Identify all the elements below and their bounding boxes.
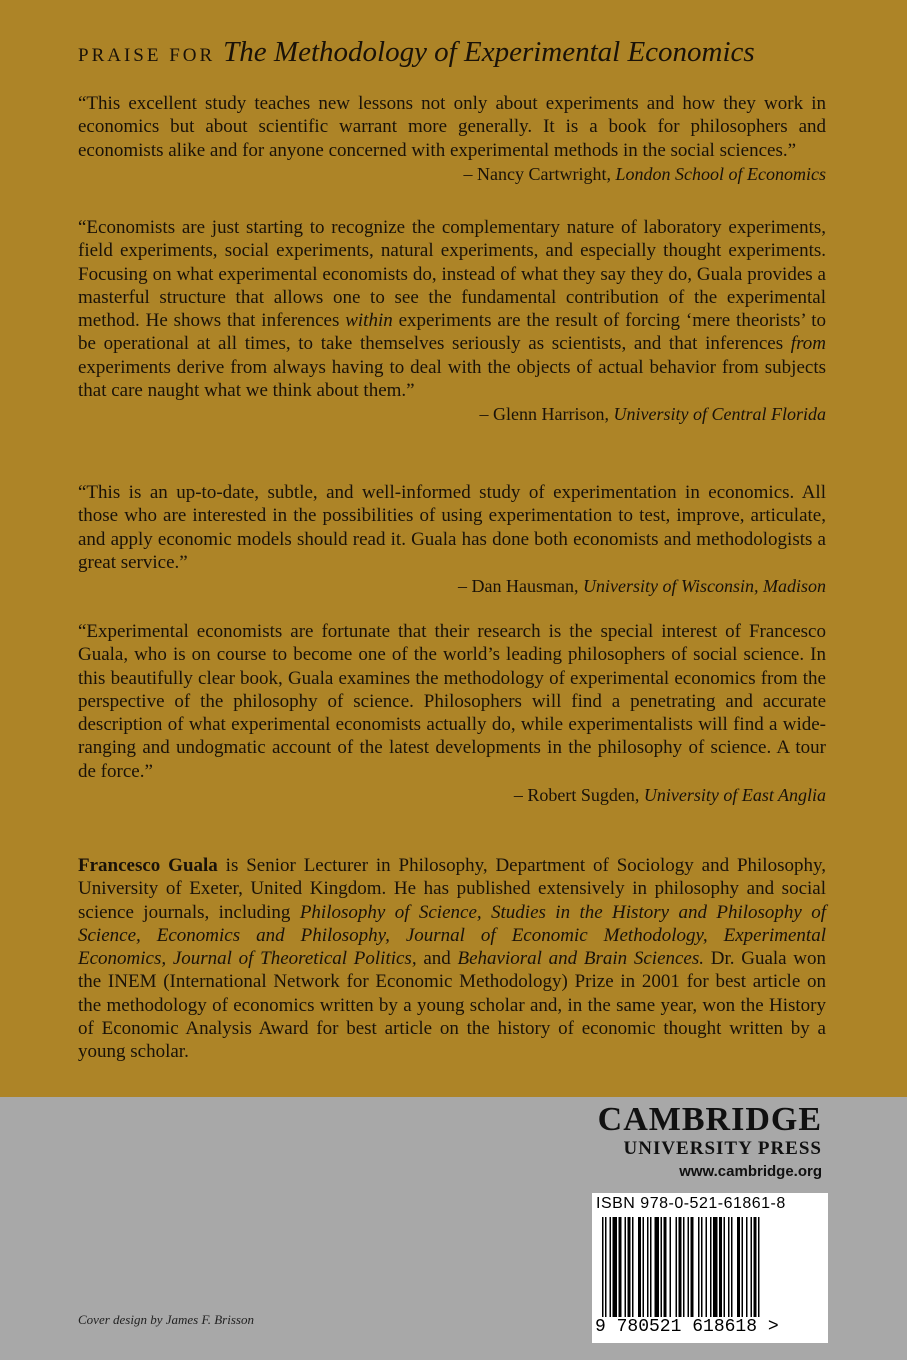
barcode-stripe: [670, 1217, 672, 1325]
bio-text: is Senior Lecturer in Philosophy, Department of Sociology and Philosophy, University of Exeter, United Kingdom. He has published extensively in philosophy and social science journals, including: [78, 855, 826, 923]
barcode-stripe: [688, 1217, 690, 1325]
barcode-stripe: [706, 1217, 708, 1325]
quote-affiliation: University of Wisconsin, Madison: [583, 576, 826, 597]
barcode: [592, 1193, 828, 1343]
barcode-stripe: [664, 1217, 667, 1325]
barcode-stripe: [625, 1217, 627, 1325]
praise-heading: [78, 36, 838, 69]
publisher-name: CAMBRIDGE: [597, 1101, 822, 1138]
quote-author: – Glenn Harrison,: [479, 404, 610, 425]
quote-emphasis: within: [345, 310, 393, 332]
barcode-stripe: [643, 1217, 645, 1325]
barcode-stripe: [661, 1217, 663, 1325]
quote-harrison: [78, 216, 826, 426]
quote-sugden: [78, 620, 826, 807]
bio-last-journal: Behavioral and Brain Sciences.: [457, 948, 705, 970]
barcode-stripe: [754, 1217, 757, 1325]
quote-text: “Economists are just starting to recognize the complementary nature of laboratory experiments, field experiments, social experiments, natural experiments, and especially thought experiments. Focusing on what experimental economists do, instead of what they say they do, Guala provides a masterful structure that allows one to see the fundamental contribution of the experimental method. He shows that inferences: [78, 217, 826, 332]
quote-attribution: [78, 162, 826, 186]
barcode-stripe: [632, 1217, 634, 1325]
cover-credit: Cover design by James F. Brisson: [78, 1312, 254, 1327]
quote-hausman: [78, 481, 826, 598]
barcode-stripe: [619, 1217, 622, 1325]
barcode-stripe: [746, 1217, 748, 1325]
isbn-label: ISBN 978-0-521-61861-8: [596, 1195, 786, 1212]
barcode-stripe: [610, 1217, 612, 1325]
barcode-stripe: [683, 1217, 685, 1325]
quote-attribution: [78, 783, 826, 807]
quote-affiliation: London School of Economics: [615, 163, 826, 184]
quote-emphasis: from: [790, 333, 826, 355]
heading-prefix: PRAISE FOR: [78, 45, 216, 66]
quote-author: – Robert Sugden,: [513, 785, 640, 806]
quote-text: “Experimental economists are fortunate that their research is the special interest of Francesco Guala, who is on course to become one of the world’s leading philosophers of social science. In this beautifully clear book, Guala examines the methodology of experimental economics from the perspective of the philosophy of science. Philosophers will find a penetrating and accurate description of what experimental economists actually do, while experimentalists will find a wide-ranging and undogmatic account of the latest developments in the philosophy of science. A tour de force.”: [78, 621, 826, 782]
author-bio: [78, 854, 826, 1064]
barcode-stripe: [737, 1217, 740, 1325]
quote-affiliation: University of Central Florida: [613, 404, 826, 425]
barcode-stripe: [679, 1217, 682, 1325]
quote-attribution: [78, 574, 826, 598]
barcode-stripe: [710, 1217, 712, 1325]
quote-text: experiments derive from always having to deal with the objects of actual behavior from subjects that care naught what we think about them.”: [78, 356, 826, 402]
bio-journals: Philosophy of Science, Studies in the History and Philosophy of Science, Economics and Philosophy, Journal of Economic Methodology, Experimental Economics, Journal of Theoretical Politics,: [78, 901, 826, 970]
barcode-stripe: [655, 1217, 660, 1325]
barcode-stripe: [691, 1217, 694, 1325]
barcode-stripe: [758, 1217, 760, 1325]
quote-text: experiments are the result of forcing ‘mere theorists’ to be operational at all times, to take themselves seriously as scientists, and that inferences: [78, 310, 826, 355]
barcode-stripe: [731, 1217, 733, 1325]
barcode-stripe: [701, 1217, 703, 1325]
quote-cartwright: [78, 92, 826, 186]
quote-text: “This excellent study teaches new lessons not only about experiments and how they work in economics but about scientific warrant more generally. It is a book for philosophers and economists alike and for anyone concerned with experimental methods in the social sciences.”: [78, 93, 826, 161]
barcode-stripe: [676, 1217, 678, 1325]
bio-and: and: [423, 948, 451, 970]
barcode-stripe: [724, 1217, 726, 1325]
publisher-url: www.cambridge.org: [679, 1163, 822, 1180]
barcode-stripe: [698, 1217, 700, 1325]
barcode-stripe: [742, 1217, 744, 1325]
quote-author: – Nancy Cartwright,: [463, 163, 612, 184]
barcode-stripe: [728, 1217, 730, 1325]
quote-author: – Dan Hausman,: [458, 576, 579, 597]
quote-affiliation: University of East Anglia: [643, 785, 826, 806]
barcode-stripe: [751, 1217, 753, 1325]
barcode-digits: 9 780521 618618 >: [595, 1317, 779, 1337]
barcode-stripe: [647, 1217, 649, 1325]
barcode-stripe: [638, 1217, 641, 1325]
quote-attribution: [78, 402, 826, 426]
barcode-stripe: [613, 1217, 618, 1325]
publisher-logo: [566, 1102, 822, 1182]
barcode-stripe: [602, 1217, 604, 1325]
barcode-stripe: [628, 1217, 631, 1325]
barcode-stripe: [719, 1217, 722, 1325]
quote-text: “This is an up-to-date, subtle, and well-informed study of experimentation in economics. All those who are interested in the possibilities of using experimentation to test, improve, articulate, and apply economic models should read it. Guala has done both economists and methodologists a great service.”: [78, 482, 826, 573]
barcode-bars: [598, 1217, 822, 1329]
publisher-subtitle: UNIVERSITY PRESS: [623, 1138, 822, 1159]
book-title: The Methodology of Experimental Economics: [223, 36, 755, 68]
barcode-stripe: [650, 1217, 652, 1325]
barcode-stripe: [605, 1217, 607, 1325]
author-name: Francesco Guala: [78, 855, 218, 876]
barcode-stripe: [713, 1217, 718, 1325]
bio-text: Dr. Guala won the INEM (International Network for Economic Methodology) Prize in 2001 for best article on the methodology of economics written by a young scholar and, in the same year, won the History of Economic Analysis Award for best article on the history of economic thought written by a young scholar.: [78, 948, 827, 1063]
